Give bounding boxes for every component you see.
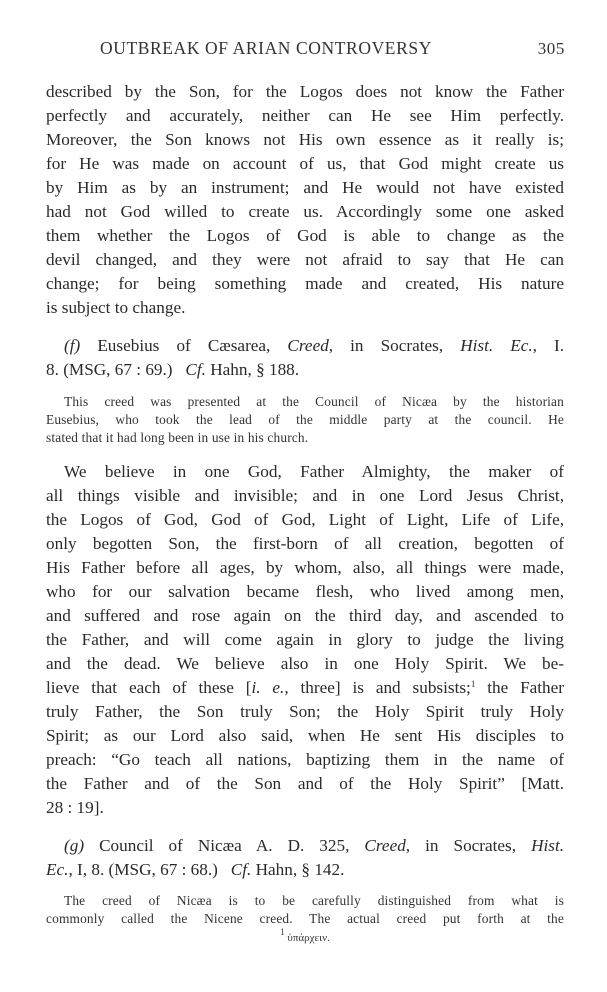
creed-line: preach: “Go teach all nations, baptizing them in the name of (46, 750, 564, 769)
creed-line: and the dead. We believe also in one Holy Spirit. We be- (46, 654, 564, 673)
creed-line: lieve that each of these [i. e., three] is and subsists;$^1$ the Father (46, 678, 564, 697)
footnote (46, 927, 564, 944)
body-line: Moreover, the Son knows not His own essence as it really is; (46, 130, 564, 149)
creed-line: the Logos of God, God of God, Light of Light, Life of Life, (46, 510, 564, 529)
source-title: Hist. Ec. (460, 336, 533, 355)
creed-line: His Father before all ages, by whom, also, all things were made, (46, 558, 564, 577)
note-line: This creed was presented at the Council of Nicæa by the historian (64, 394, 564, 409)
creed-line: the Father and of the Son and of the Holy Spirit” [Matt. (46, 774, 564, 793)
note-line: Eusebius, who took the lead of the middle party at the council. He (46, 412, 564, 427)
source-title: Hist. (531, 836, 565, 855)
creed-line: only begotten Son, the first-born of all creation, begotten of (46, 534, 564, 553)
creed-line: truly Father, the Son truly Son; the Holy Spirit truly Holy (46, 702, 564, 721)
creed-line: all things visible and invisible; and in one Lord Jesus Christ, (46, 486, 564, 505)
note-line: commonly called the Nicene creed. The actual creed put forth at the (46, 911, 564, 926)
note-line: The creed of Nicæa is to be carefully distinguished from what is (64, 893, 564, 908)
note-line: stated that it had long been in use in his church. (46, 430, 309, 445)
section-g-heading-cont: Ec., I, 8. (MSG, 67 : 68.) Cf. Hahn, § 142. (46, 860, 345, 879)
footnote-text: ὑπάρχειν. (287, 932, 330, 944)
section-g-heading: (g) Council of Nicæa A. D. 325, Creed, in Socrates, Hist. (64, 836, 565, 855)
creed-line: We believe in one God, Father Almighty, the maker of (64, 462, 564, 481)
creed-line: and suffered and rose again on the third day, and ascended to (46, 606, 564, 625)
body-line: by Him as by an instrument; and He would not have existed (46, 178, 564, 197)
body-line: described by the Son, for the Logos does not know the Father (46, 82, 564, 101)
creed-line: Spirit; as our Lord also said, when He sent His disciples to (46, 726, 564, 745)
page-number: 305 (537, 39, 565, 58)
running-head (100, 38, 565, 62)
footnote-marker: 1 (280, 927, 285, 937)
section-label: (g) (64, 836, 85, 855)
section-label: (f) (64, 336, 81, 355)
work-title: Creed (287, 336, 329, 355)
body-line: had not God willed to create us. Accordingly some one asked (46, 202, 564, 221)
body-line: for He was made on account of us, that God might create us (46, 154, 564, 173)
work-title: Creed (364, 836, 406, 855)
body-line: perfectly and accurately, neither can He see Him perfectly. (46, 106, 564, 125)
body-line: is subject to change. (46, 298, 186, 317)
body-line: them whether the Logos of God is able to change as the (46, 226, 564, 245)
body-line: change; for being something made and created, His nature (46, 274, 564, 293)
running-title: OUTBREAK OF ARIAN CONTROVERSY (100, 38, 432, 58)
body-line: devil changed, and they were not afraid to say that He can (46, 250, 564, 269)
creed-line: who for our salvation became flesh, who lived among men, (46, 582, 564, 601)
section-f-heading: (f) Eusebius of Cæsarea, Creed, in Socrates, Hist. Ec., I. (64, 336, 565, 355)
section-f-heading-cont: 8. (MSG, 67 : 69.) Cf. Hahn, § 188. (46, 360, 300, 379)
creed-line: the Father, and will come again in glory to judge the living (46, 630, 564, 649)
creed-line: 28 : 19]. (46, 798, 104, 817)
footnote-ref[interactable]: 1 (470, 679, 476, 689)
